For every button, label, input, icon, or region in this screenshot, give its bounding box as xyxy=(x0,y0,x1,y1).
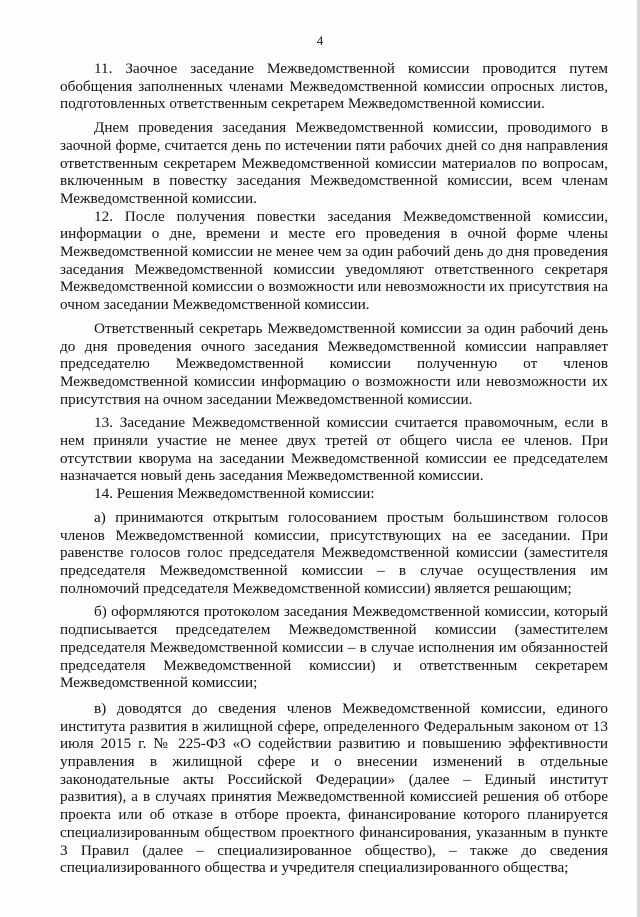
paragraph-13: 13. Заседание Межведомственной комиссии считается правомочным, если в нем приняли участие не менее двух третей от общего числа ее членов. При отсутствии кворума на заседании Межведомственной комиссии ее председателем назначается новый день заседания Межведомственной комиссии. xyxy=(60,414,608,485)
paragraph-11-day: Днем проведения заседания Межведомственной комиссии, проводимого в заочной форме, считается день по истечении пяти рабочих дней со дня направления ответственным секретарем Межведомственной комиссии материалов по вопросам, включенным в повестку заседания Межведомственной комиссии, всем членам Межведомственной комиссии. xyxy=(60,119,608,207)
document-body xyxy=(60,60,608,877)
paragraph-12: 12. После получения повестки заседания Межведомственной комиссии, информации о дне, времени и месте его проведения в очной форме члены Межведомственной комиссии не менее чем за один рабочий день до дня проведения заседания Межведомственной комиссии уведомляют ответственного секретаря Межведомственной комиссии о возможности или невозможности их присутствия на очном заседании Межведомственной комиссии. xyxy=(60,207,608,314)
page-number: 4 xyxy=(316,33,324,48)
paragraph-14-heading: 14. Решения Межведомственной комиссии: xyxy=(94,485,375,503)
paragraph-14v: в) доводятся до сведения членов Межведомственной комиссии, единого института развития в жилищной сфере, определенного Федеральным законом от 13 июля 2015 г. № 225-ФЗ «О содействии развитию и повышению эффективности управления в жилищной сфере и о внесении изменений в отдельные законодательные акты Российской Федерации» (далее – Единый институт развития), а в случаях принятия Межведомственной комиссией решения об отборе проекта или об отказе в отборе проекта, финансирование которого планируется специализированным обществом проектного финансирования, указанным в пункте 3 Правил (далее – специализированное общество), – также до сведения специализированного общества и учредителя специализированного общества; xyxy=(60,699,608,877)
paragraph-14a: а) принимаются открытым голосованием простым большинством голосов членов Межведомственной комиссии, присутствующих на ее заседании. При равенстве голосов голос председателя Межведомственной комиссии (заместителя председателя Межведомственной комиссии – в случае осуществления им полномочий председателя Межведомственной комиссии) является решающим; xyxy=(60,508,608,597)
paragraph-14b: б) оформляются протоколом заседания Межведомственной комиссии, который подписывается председателем Межведомственной комиссии (заместителем председателя Межведомственной комиссии – в случае исполнения им обязанностей председателя Межведомственной комиссии) и ответственным секретарем Межведомственной комиссии; xyxy=(60,603,608,692)
paragraph-11: 11. Заочное заседание Межведомственной комиссии проводится путем обобщения заполненных членами Межведомственной комиссии опросных листов, подготовленных ответственным секретарем Межведомственной комиссии. xyxy=(60,60,608,113)
paragraph-12-secretary: Ответственный секретарь Межведомственной комиссии за один рабочий день до дня проведения очного заседания Межведомственной комиссии направляет председателю Межведомственной комиссии полученную от членов Межведомственной комиссии информацию о возможности или невозможности их присутствия на очном заседании Межведомственной комиссии. xyxy=(60,319,608,408)
